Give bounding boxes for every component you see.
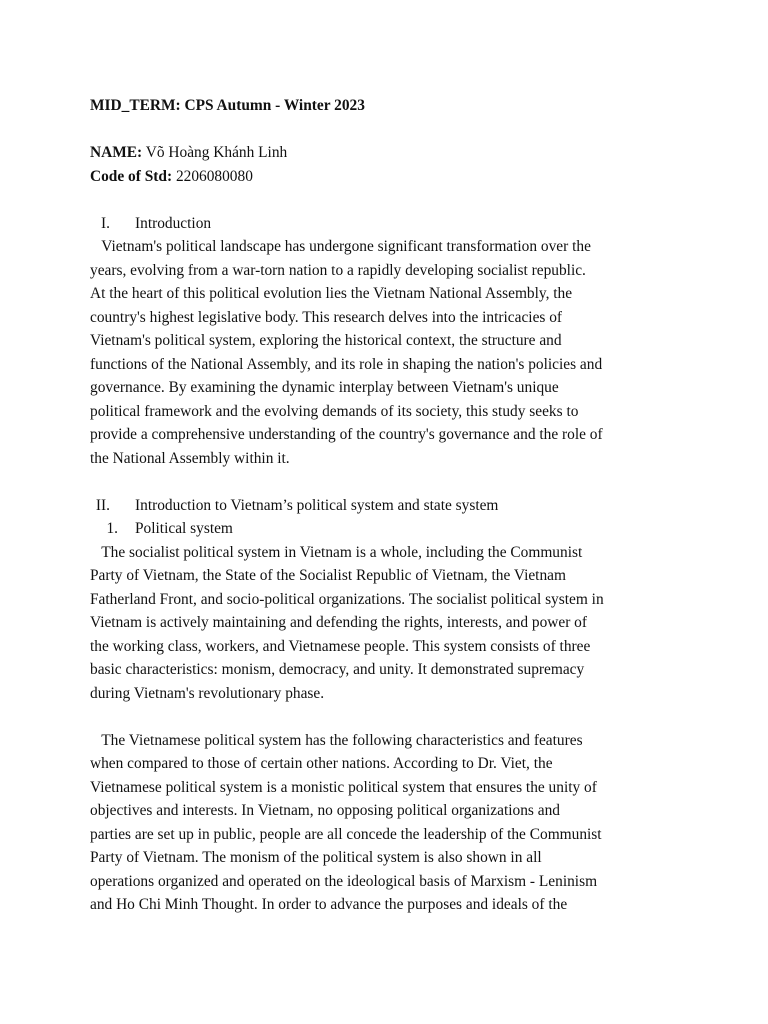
text-line: the National Assembly within it. xyxy=(90,449,290,467)
introduction-paragraph xyxy=(90,235,690,470)
text-line: The socialist political system in Vietnam is a whole, including the Communist xyxy=(90,543,583,561)
text-line: Vietnamese political system is a monistic political system that ensures the unity of xyxy=(90,778,597,796)
name-value: Võ Hoàng Khánh Linh xyxy=(142,144,288,161)
document-body xyxy=(90,94,690,917)
text-line: basic characteristics: monism, democracy, and unity. It demonstrated supremacy xyxy=(90,661,585,678)
text-line: Party of Vietnam. The monism of the political system is also shown in all xyxy=(90,849,542,866)
section-number: I. xyxy=(101,214,110,232)
text-line: functions of the National Assembly, and its role in shaping the nation's policies and xyxy=(90,355,603,373)
text-line: Vietnam's political system, exploring the historical context, the structure and xyxy=(90,332,562,349)
student-name-line xyxy=(90,141,690,165)
document-title: MID_TERM: CPS Autumn - Winter 2023 xyxy=(90,97,365,114)
political-system-paragraph-1 xyxy=(90,541,690,706)
student-code-line xyxy=(90,165,690,189)
text-line: years, evolving from a war-torn nation to a rapidly developing socialist republic. xyxy=(90,261,586,279)
spacer xyxy=(90,705,690,729)
political-system-paragraph-2 xyxy=(90,729,690,917)
section-number: II. xyxy=(95,496,110,514)
text-line: country's highest legislative body. This research delves into the intricacies of xyxy=(90,308,563,326)
subsection-heading-political-system xyxy=(90,517,690,541)
section-title: Introduction to Vietnam’s political system and state system xyxy=(135,496,499,514)
name-label: NAME: xyxy=(90,144,143,161)
text-line: operations organized and operated on the ideological basis of Marxism - Leninism xyxy=(90,872,598,890)
text-line: and Ho Chi Minh Thought. In order to advance the purposes and ideals of the xyxy=(90,896,568,913)
text-line: parties are set up in public, people are all concede the leadership of the Communist xyxy=(90,825,602,843)
text-line: Vietnam is actively maintaining and defending the rights, interests, and power of xyxy=(90,614,588,631)
text-line: the working class, workers, and Vietnamese people. This system consists of three xyxy=(90,637,591,655)
text-line: during Vietnam's revolutionary phase. xyxy=(90,684,325,702)
subsection-title: Political system xyxy=(135,520,233,537)
text-line: objectives and interests. In Vietnam, no opposing political organizations and xyxy=(90,802,560,819)
code-value: 2206080080 xyxy=(172,167,253,185)
spacer xyxy=(90,118,690,142)
text-line: The Vietnamese political system has the following characteristics and features xyxy=(90,731,583,749)
text-line: Vietnam's political landscape has undergone significant transformation over the xyxy=(90,238,591,255)
section-title: Introduction xyxy=(135,214,212,232)
subsection-number: 1. xyxy=(106,520,118,537)
text-line: when compared to those of certain other nations. According to Dr. Viet, the xyxy=(90,755,553,772)
section-heading-introduction xyxy=(90,212,690,236)
text-line: provide a comprehensive understanding of the country's governance and the role of xyxy=(90,426,603,443)
text-line: political framework and the evolving demands of its society, this study seeks to xyxy=(90,402,579,420)
text-line: Fatherland Front, and socio-political organizations. The socialist political system in xyxy=(90,590,604,608)
spacer xyxy=(90,470,690,494)
code-label: Code of Std: xyxy=(90,167,173,185)
text-line: Party of Vietnam, the State of the Socialist Republic of Vietnam, the Vietnam xyxy=(90,567,566,584)
text-line: governance. By examining the dynamic interplay between Vietnam's unique xyxy=(90,379,559,396)
section-heading-political-system xyxy=(90,494,690,518)
spacer xyxy=(90,188,690,212)
text-line: At the heart of this political evolution lies the Vietnam National Assembly, the xyxy=(90,285,573,302)
